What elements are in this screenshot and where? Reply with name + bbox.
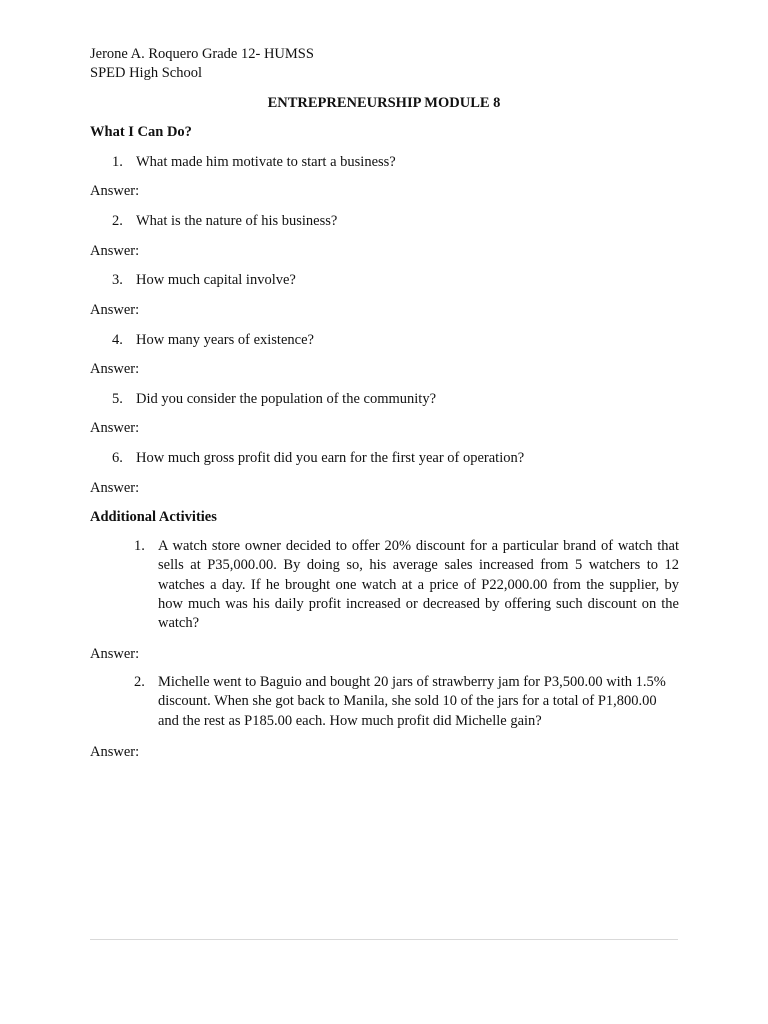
section-heading-what-i-can-do: What I Can Do?	[90, 124, 192, 140]
question-4	[112, 331, 314, 349]
answer-label: Answer:	[90, 744, 140, 760]
activity-2	[134, 673, 679, 731]
answer-label: Answer:	[90, 646, 140, 662]
question-1	[112, 153, 396, 171]
question-number: 4.	[112, 332, 123, 348]
activity-text: Michelle went to Baguio and bought 20 jars of strawberry jam for P3,500.00 with 1.5% discount. When she got back to Manila, she sold 10 of the jars for a total of P1,800.00 and the rest as P185.00 each. How much profit did Michelle gain?	[158, 674, 666, 729]
footer-divider	[90, 939, 678, 940]
activity-number: 2.	[134, 674, 145, 690]
question-text: Did you consider the population of the community?	[136, 391, 437, 407]
question-number: 6.	[112, 450, 123, 466]
question-number: 3.	[112, 272, 123, 288]
question-number: 1.	[112, 154, 123, 170]
question-text: What made him motivate to start a business?	[136, 154, 396, 170]
school-name: SPED High School	[90, 65, 202, 81]
student-name-grade: Jerone A. Roquero Grade 12- HUMSS	[90, 46, 314, 62]
answer-label: Answer:	[90, 302, 140, 318]
answer-label: Answer:	[90, 243, 140, 259]
answer-label: Answer:	[90, 361, 140, 377]
question-number: 5.	[112, 391, 123, 407]
section-heading-additional-activities: Additional Activities	[90, 509, 217, 525]
activity-text: A watch store owner decided to offer 20% discount for a particular brand of watch that sells at P35,000.00. By doing so, his average sales increased from 5 watchers to 12 watches a day. If he brought one watch at a price of P22,000.00 from the supplier, by how much was his daily profit increased or decreased by offering such discount on the watch?	[158, 538, 679, 632]
question-text: How much capital involve?	[136, 272, 296, 288]
question-text: What is the nature of his business?	[136, 213, 338, 229]
answer-label: Answer:	[90, 420, 140, 436]
activity-number: 1.	[134, 538, 145, 554]
question-text: How much gross profit did you earn for the first year of operation?	[136, 450, 525, 466]
question-5	[112, 390, 436, 408]
module-title: ENTREPRENEURSHIP MODULE 8	[267, 95, 501, 111]
question-text: How many years of existence?	[136, 332, 314, 348]
answer-label: Answer:	[90, 480, 140, 496]
activity-1	[134, 537, 679, 633]
question-number: 2.	[112, 213, 123, 229]
question-6	[112, 449, 524, 467]
question-3	[112, 271, 296, 289]
question-2	[112, 212, 337, 230]
answer-label: Answer:	[90, 183, 140, 199]
